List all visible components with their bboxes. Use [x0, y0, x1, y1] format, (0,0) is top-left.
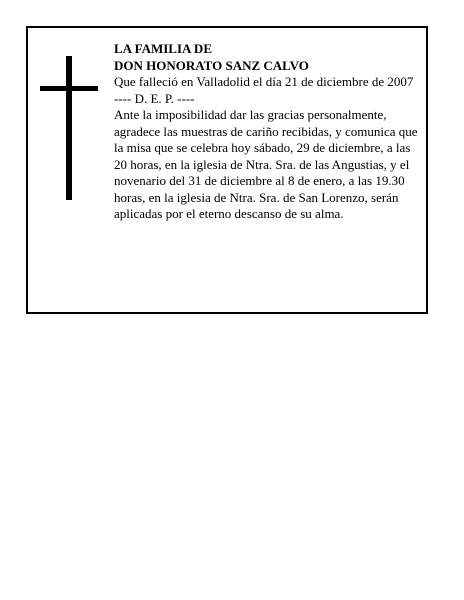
cross-icon [40, 56, 98, 200]
obituary-notice-frame [26, 26, 428, 314]
family-heading: LA FAMILIA DE [114, 41, 212, 56]
death-date-line: Que falleció en Valladolid el día 21 de diciembre de 2007 [114, 74, 414, 89]
cross-horizontal-bar [40, 86, 98, 91]
body-paragraph: Ante la imposibilidad dar las gracias personalmente, agradece las muestras de cariño recibidas, y comunica que la misa que se celebra hoy sábado, 29 de diciembre, a las 20 horas, en la iglesia de Ntra. Sra. de las Angustias, y el novenario del 31 de diciembre al 8 de enero, a las 19.30 horas, en la iglesia de Ntra. Sra. de San Lorenzo, serán aplicadas por el eterno descanso de su alma. [114, 107, 418, 221]
rip-line: ---- D. E. P. ---- [114, 90, 195, 106]
deceased-name: DON HONORATO SANZ CALVO [114, 57, 309, 73]
obituary-text [114, 41, 422, 223]
cross-vertical-bar [66, 56, 72, 200]
